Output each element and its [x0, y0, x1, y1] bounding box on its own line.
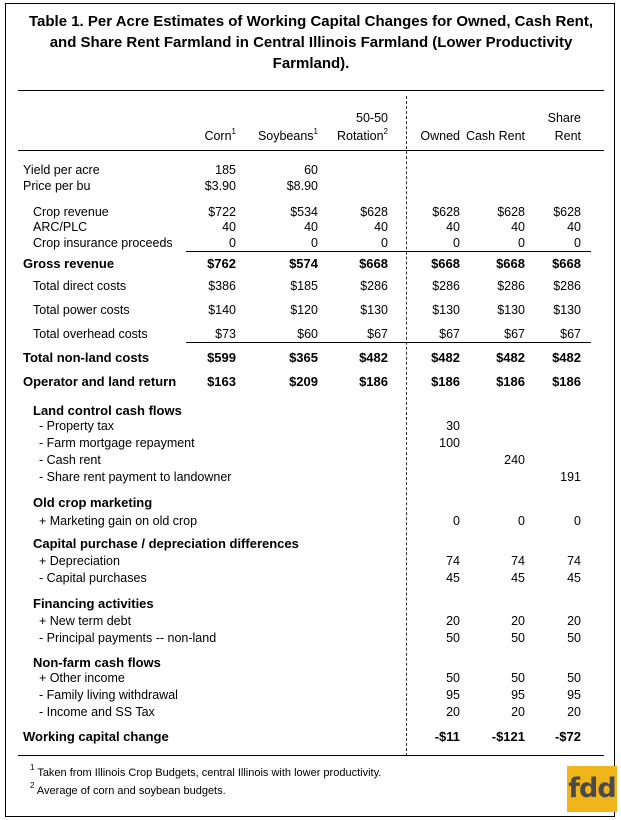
cell-value: 30 — [446, 419, 460, 433]
title-rule — [18, 90, 604, 91]
row-label: ARC/PLC — [33, 220, 88, 234]
title-line: Table 1. Per Acre Estimates of Working Capital Changes for Owned, Cash Rent, — [28, 13, 594, 30]
cell-value: $186 — [552, 374, 581, 389]
cell-value: $73 — [215, 327, 236, 341]
title-line: Farmland). — [272, 55, 350, 72]
cell-value: $628 — [553, 205, 581, 219]
cell-value: $668 — [431, 256, 460, 271]
cell-value: 50 — [567, 631, 581, 645]
column-divider — [406, 96, 407, 756]
header-rule — [18, 150, 604, 151]
bottom-rule — [18, 755, 604, 756]
cell-value: $574 — [289, 256, 318, 271]
row-label: Total power costs — [33, 303, 130, 317]
row-label: + Other income — [39, 671, 125, 685]
cell-value: $628 — [497, 205, 525, 219]
cell-value: 40 — [511, 220, 525, 234]
cell-value: $762 — [207, 256, 236, 271]
cell-value: 0 — [229, 236, 236, 250]
cell-value: $67 — [560, 327, 581, 341]
cell-value: 74 — [567, 554, 581, 568]
cell-value: 0 — [574, 514, 581, 528]
cell-value: 45 — [511, 571, 525, 585]
footnote-2-text: Average of corn and soybean budgets. — [36, 785, 226, 797]
cell-value: $130 — [553, 303, 581, 317]
row-label: + New term debt — [39, 614, 132, 628]
column-header-line: Cash Rent — [465, 129, 525, 143]
row-label: Land control cash flows — [33, 403, 182, 418]
footnote-1-marker: 1 — [30, 763, 35, 772]
table-title — [6, 11, 616, 74]
cell-value: -$11 — [434, 729, 460, 744]
row-label: Capital purchase / depreciation differences — [33, 536, 299, 551]
cell-value: $668 — [359, 256, 388, 271]
cell-value: $534 — [290, 205, 318, 219]
cell-value: 40 — [222, 220, 236, 234]
row-label: Gross revenue — [23, 256, 115, 271]
cell-value: 95 — [567, 688, 581, 702]
row-label: Yield per acre — [23, 163, 100, 177]
cell-value: $482 — [552, 350, 581, 365]
row-label: - Family living withdrawal — [39, 688, 178, 702]
row-label: - Income and SS Tax — [39, 705, 155, 719]
column-header-line: Soybeans$^1$ — [257, 127, 318, 143]
footnote-marker: 1 — [313, 127, 318, 136]
cell-value: -$72 — [554, 729, 581, 744]
row-label: - Share rent payment to landowner — [39, 470, 232, 484]
cell-value: $628 — [360, 205, 388, 219]
cell-value: $668 — [496, 256, 525, 271]
cell-value: $209 — [289, 374, 318, 389]
cell-value: $286 — [360, 279, 388, 293]
cell-value: 0 — [311, 236, 318, 250]
footnote-1 — [30, 763, 382, 780]
cell-value: $185 — [290, 279, 318, 293]
cell-value: $186 — [359, 374, 388, 389]
cell-value: 0 — [453, 514, 460, 528]
cell-value: 0 — [381, 236, 388, 250]
row-label: - Farm mortgage repayment — [39, 436, 195, 450]
cell-value: 95 — [511, 688, 525, 702]
cell-value: 20 — [446, 614, 460, 628]
cell-value: 185 — [215, 163, 236, 177]
cell-value: 20 — [446, 705, 460, 719]
cell-value: $482 — [431, 350, 460, 365]
cell-value: 191 — [560, 470, 581, 484]
cell-value: 45 — [446, 571, 460, 585]
row-label: - Cash rent — [39, 453, 101, 467]
row-label: - Capital purchases — [39, 571, 147, 585]
cell-value: 50 — [446, 671, 460, 685]
row-label: Crop insurance proceeds — [33, 236, 173, 250]
row-label: Total non-land costs — [23, 350, 150, 365]
row-label: Non-farm cash flows — [33, 655, 161, 670]
cell-value: $386 — [208, 279, 236, 293]
cell-value: $286 — [497, 279, 525, 293]
cell-value: $186 — [496, 374, 525, 389]
cell-value: 20 — [511, 614, 525, 628]
footnote-2-marker: 2 — [30, 781, 35, 790]
row-label: + Marketing gain on old crop — [39, 514, 198, 528]
cell-value: $365 — [289, 350, 318, 365]
cell-value: $120 — [290, 303, 318, 317]
cell-value: 0 — [453, 236, 460, 250]
cell-value: 45 — [567, 571, 581, 585]
cell-value: 50 — [511, 631, 525, 645]
cell-value: $186 — [431, 374, 460, 389]
row-label: Total overhead costs — [33, 327, 148, 341]
cell-value: 0 — [574, 236, 581, 250]
cell-value: 240 — [504, 453, 525, 467]
cell-value: 74 — [446, 554, 460, 568]
cell-value: $599 — [207, 350, 236, 365]
cell-value: $67 — [504, 327, 525, 341]
cell-value: 40 — [446, 220, 460, 234]
row-label: Total direct costs — [33, 279, 127, 293]
row-label: Operator and land return — [23, 374, 177, 389]
cell-value: $67 — [367, 327, 388, 341]
title-line: and Share Rent Farmland in Central Illinois Farmland (Lower Productivity — [49, 34, 573, 51]
cell-value: $482 — [496, 350, 525, 365]
cell-value: 100 — [439, 436, 460, 450]
cell-value: $130 — [497, 303, 525, 317]
cell-value: 20 — [511, 705, 525, 719]
cell-value: $8.90 — [286, 179, 318, 193]
row-label: - Principal payments -- non-land — [39, 631, 217, 645]
cell-value: $722 — [208, 205, 236, 219]
cell-value: $3.90 — [204, 179, 236, 193]
cell-value: $286 — [553, 279, 581, 293]
cell-value: $67 — [439, 327, 460, 341]
column-header-line: Share — [547, 111, 581, 125]
table-frame — [5, 3, 615, 817]
cell-value: 20 — [567, 705, 581, 719]
cell-value: 40 — [304, 220, 318, 234]
fdd-logo: fdd — [567, 766, 617, 812]
cell-value: $668 — [552, 256, 581, 271]
column-header-line: Rotation$^2$ — [336, 127, 388, 143]
cell-value: 0 — [518, 236, 525, 250]
cell-value: 60 — [304, 163, 318, 177]
cell-value: $482 — [359, 350, 388, 365]
cell-value: 40 — [374, 220, 388, 234]
cell-value: 50 — [511, 671, 525, 685]
row-label: + Depreciation — [39, 554, 120, 568]
subtotal-rule — [186, 251, 591, 252]
row-label: Working capital change — [23, 729, 169, 744]
cell-value: 74 — [511, 554, 525, 568]
footnote-2 — [30, 781, 226, 798]
cell-value: $130 — [360, 303, 388, 317]
column-header-line: Owned — [420, 129, 460, 143]
cell-value: -$121 — [491, 729, 525, 744]
column-header-line: Rent — [554, 129, 581, 143]
footnote-marker: 2 — [383, 127, 388, 136]
footnote-1-text: Taken from Illinois Crop Budgets, central Illinois with lower productivity. — [37, 767, 382, 779]
row-label: Crop revenue — [33, 205, 109, 219]
row-label: Financing activities — [33, 596, 154, 611]
cell-value: 40 — [567, 220, 581, 234]
cell-value: $60 — [297, 327, 318, 341]
cell-value: 50 — [446, 631, 460, 645]
cell-value: $628 — [432, 205, 460, 219]
column-header-line: 50-50 — [356, 111, 388, 125]
column-header-line: Corn$^1$ — [204, 127, 236, 143]
row-label: Old crop marketing — [33, 495, 153, 510]
cell-value: 50 — [567, 671, 581, 685]
cell-value: $130 — [432, 303, 460, 317]
cell-value: $286 — [432, 279, 460, 293]
row-label: Price per bu — [23, 179, 91, 193]
footnote-marker: 1 — [231, 127, 236, 136]
cell-value: $163 — [207, 374, 236, 389]
cell-value: 95 — [446, 688, 460, 702]
row-label: - Property tax — [39, 419, 115, 433]
cell-value: 20 — [567, 614, 581, 628]
cell-value: 0 — [518, 514, 525, 528]
cell-value: $140 — [208, 303, 236, 317]
subtotal-rule — [186, 342, 591, 343]
